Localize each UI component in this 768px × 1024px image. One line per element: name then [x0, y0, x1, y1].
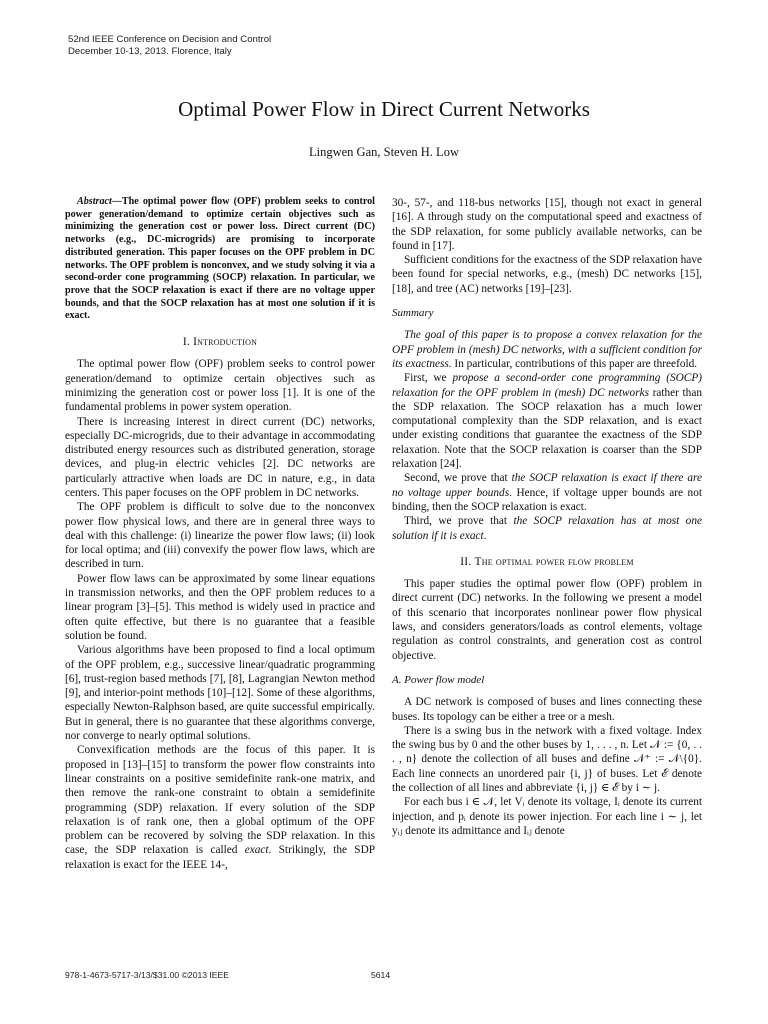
intro-paragraph-4: Power flow laws can be approximated by some linear equations in transmission networks, and then the OPF problem reduces to a linear program [3]–[5]. This method is widely used in practice and often quite effective, but there is no guarantee that a feasible solution be found.	[65, 572, 375, 642]
summary-paragraph-3: Second, we prove that the SOCP relaxation is exact if there are no voltage upper bounds. Hence, if voltage upper bounds are not binding, then the SOCP relaxation is exact.	[392, 472, 702, 513]
right-paragraph-2: Sufficient conditions for the exactness of the SDP relaxation have been found for special networks, e.g., (mesh) DC networks [15], [18], and tree (AC) networks [19]–[23].	[392, 254, 702, 295]
paper-authors: Lingwen Gan, Steven H. Low	[309, 145, 459, 159]
summary-paragraph-1: The goal of this paper is to propose a convex relaxation for the OPF problem in (mesh) DC networks, with a sufficient condition for its exactness. In particular, contributions of this paper are threefold.	[392, 329, 702, 370]
subsection-heading-power-flow-model: A. Power flow model	[392, 673, 485, 686]
intro-paragraph-1: The optimal power flow (OPF) problem seeks to control power generation/demand to optimize certain objectives such as minimizing the generation cost or power loss [1]. It is one of the fundamental problems in power system operation.	[65, 358, 375, 414]
paper-title: Optimal Power Flow in Direct Current Networks	[178, 97, 590, 121]
power-flow-paragraph-2: There is a swing bus in the network with a fixed voltage. Index the swing bus by 0 and the other buses by 1, . . . , n. Let 𝒩 := {0, . . . , n} denote the collection of all buses and define 𝒩⁺ := 𝒩\{0}. Each line connects an unordered pair {i, j} of buses. Let ℰ denote the collection of all lines and abbreviate {i, j} ∈ ℰ by i ∼ j.	[392, 724, 702, 794]
conference-header	[68, 34, 271, 58]
intro-paragraph-5: Various algorithms have been proposed to find a local optimum of the OPF problem, e.g., successive linear/quadratic programming [6], trust-region based methods [7], [8], Lagrangian Newton method [9], and interior-point methods [10]–[12]. Some of these algorithms, especially Newton-Ralphson based, are quite successful empirically. But in general, there is no guarantee that these algorithms converge, nor converge to nearly optimal solutions.	[65, 644, 375, 743]
subsection-heading-summary: Summary	[392, 307, 434, 320]
section-heading-opf: II. The optimal power flow problem	[460, 555, 634, 568]
conference-name: 52nd IEEE Conference on Decision and Control	[68, 34, 272, 45]
right-column	[392, 196, 702, 838]
footer-isbn: 978-1-4673-5717-3/13/$31.00 ©2013 IEEE	[65, 970, 230, 980]
summary-paragraph-2: First, we propose a second-order cone programming (SOCP) relaxation for the OPF problem in (mesh) DC networks rather than the SDP relaxation. The SOCP relaxation has a much lower computational complexity than the SDP relaxation, and is exact under existing conditions that guarantee the exactness of the SDP relaxation. Note that the SOCP relaxation is coarser than the SDP relaxation [24].	[392, 372, 702, 471]
intro-paragraph-6: Convexification methods are the focus of this paper. It is proposed in [13]–[15] to transform the power flow constraints into linear constraints on a positive semidefinite rank-one matrix, and then remove the rank-one constraint to obtain a semidefinite programming (SDP) relaxation. If every solution of the SDP relaxation is of rank one, then a global optimum of the OPF problem can be recovered by solving the SDP relaxation. In this case, the SDP relaxation is called exact. Strikingly, the SDP relaxation is exact for the IEEE 14-,	[65, 744, 376, 871]
left-column	[65, 196, 375, 872]
power-flow-paragraph-3: For each bus i ∈ 𝒩, let Vᵢ denote its voltage, Iᵢ denote its current injection, and pᵢ denote its power injection. For each line i ∼ j, let yᵢⱼ denote its admittance and Iᵢⱼ denote	[392, 796, 702, 837]
abstract	[65, 196, 375, 323]
opf-paragraph-1: This paper studies the optimal power flow (OPF) problem in direct current (DC) networks. In the following we present a model of this scenario that incorporates nonlinear power flow physical laws, and considers generators/loads as control elements, voltage regulation as control constraints, and generation cost as control objective.	[392, 578, 702, 662]
conference-date: December 10-13, 2013. Florence, Italy	[68, 46, 232, 57]
right-paragraph-1: 30-, 57-, and 118-bus networks [15], though not exact in general [16]. A through study on the computational speed and exactness of the SDP relaxation, for some publicly available networks, can be found in [17].	[392, 197, 702, 252]
page-number: 5614	[371, 970, 391, 980]
intro-paragraph-2: There is increasing interest in direct current (DC) networks, especially DC-microgrids, due to their advantage in accommodating distributed energy resources such as distributed generation, storage devices, and plug-in electric vehicles [2]. DC networks are particularly attractive when loads are DC in nature, e.g., in data centers. This paper focuses on the OPF problem in DC networks.	[65, 415, 375, 499]
section-heading-introduction: I. Introduction	[182, 336, 258, 349]
summary-paragraph-4: Third, we prove that the SOCP relaxation has at most one solution if it is exact.	[392, 515, 702, 542]
intro-paragraph-3: The OPF problem is difficult to solve due to the nonconvex power flow physical lows, and there are in general three ways to deal with this challenge: (i) linearize the power flow laws; (ii) look for local optima; and (iii) convexify the power flow laws, which are described in turn.	[65, 501, 375, 571]
abstract-text: The optimal power flow (OPF) problem seeks to control power generation/demand to optimize certain objectives such as minimizing the generation cost or power loss. Direct current (DC) networks (e.g., DC-microgrids) are promising to incorporate distributed generation. This paper focuses on the OPF problem in DC networks. The OPF problem is nonconvex, and we study solving it via a second-order cone programming (SOCP) relaxation. In particular, we prove that the SOCP relaxation is exact if there are no voltage upper bounds, and that the SOCP relaxation has at most one solution if it is exact.	[65, 196, 375, 322]
abstract-label: Abstract—	[77, 196, 122, 207]
power-flow-paragraph-1: A DC network is composed of buses and lines connecting these buses. Its topology can be either a tree or a mesh.	[392, 696, 702, 723]
